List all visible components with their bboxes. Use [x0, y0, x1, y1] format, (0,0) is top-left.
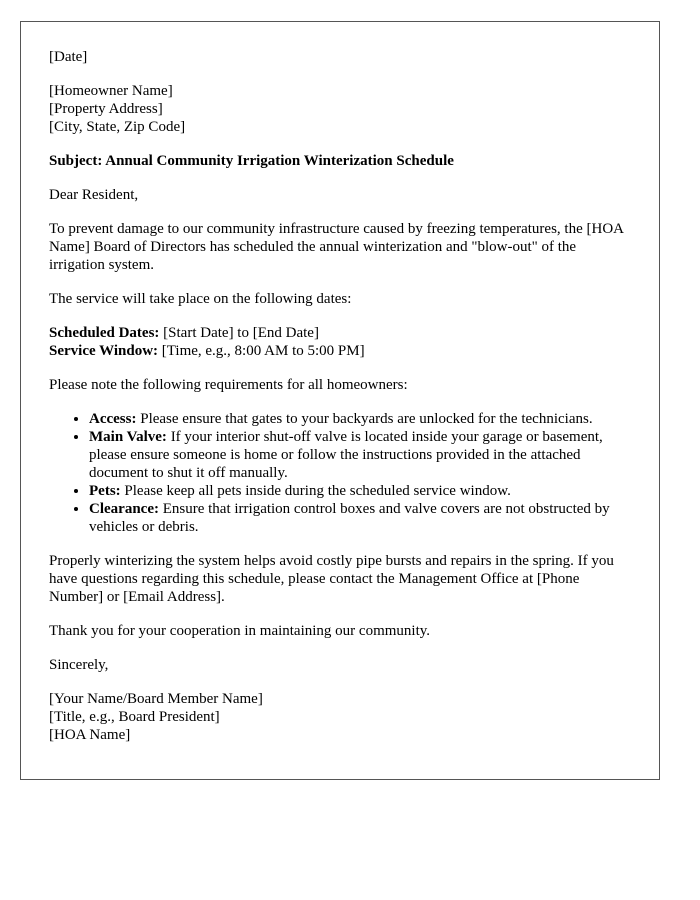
letter-page — [20, 21, 660, 780]
service-window-value: [Time, e.g., 8:00 AM to 5:00 PM] — [158, 343, 365, 359]
scheduled-dates-label: Scheduled Dates: — [49, 325, 160, 341]
letter-salutation: Dear Resident, — [49, 187, 139, 203]
signature-title: [Title, e.g., Board President] — [49, 709, 220, 725]
signature-name: [Your Name/Board Member Name] — [49, 691, 263, 707]
requirement-term: Main Valve: — [89, 429, 167, 445]
recipient-block — [49, 82, 631, 136]
signature-org: [HOA Name] — [49, 727, 131, 743]
recipient-city: [City, State, Zip Code] — [49, 119, 186, 135]
letter-date: [Date] — [49, 49, 88, 65]
requirement-text: Please keep all pets inside during the scheduled service window. — [120, 483, 511, 499]
requirement-text: If your interior shut-off valve is located inside your garage or basement, please ensure someone is home or follow the instructions provided in the attached document to shut it off manually. — [89, 429, 603, 481]
requirement-term: Access: — [89, 411, 137, 427]
requirement-item-main-valve — [89, 428, 631, 482]
requirements-list — [49, 410, 631, 536]
requirement-term: Clearance: — [89, 501, 159, 517]
scheduled-dates-line — [49, 324, 631, 342]
service-window-label: Service Window: — [49, 343, 159, 359]
recipient-address: [Property Address] — [49, 101, 163, 117]
requirement-item-clearance — [89, 500, 631, 536]
thanks-line: Thank you for your cooperation in maintaining our community. — [49, 623, 431, 639]
signoff-line: Sincerely, — [49, 657, 109, 673]
scheduled-dates-value: [Start Date] to [End Date] — [159, 325, 319, 341]
requirement-term: Pets: — [89, 483, 121, 499]
requirement-item-pets — [89, 482, 631, 500]
closing-paragraph: Properly winterizing the system helps avoid costly pipe bursts and repairs in the spring. If you have questions regarding this schedule, please contact the Management Office at [Phone Number] or [Email Address]. — [49, 553, 614, 605]
dates-intro: The service will take place on the following dates: — [49, 291, 352, 307]
requirement-text: Please ensure that gates to your backyards are unlocked for the technicians. — [136, 411, 593, 427]
schedule-block — [49, 324, 631, 360]
signature-block — [49, 690, 631, 744]
recipient-name: [Homeowner Name] — [49, 83, 173, 99]
requirement-item-access — [89, 410, 631, 428]
letter-subject: Subject: Annual Community Irrigation Winterization Schedule — [49, 153, 454, 169]
intro-paragraph: To prevent damage to our community infrastructure caused by freezing temperatures, the [HOA Name] Board of Directors has scheduled the annual winterization and "blow-out" of the irrigation system. — [49, 221, 624, 273]
requirements-intro: Please note the following requirements for all homeowners: — [49, 377, 408, 393]
requirement-text: Ensure that irrigation control boxes and valve covers are not obstructed by vehicles or debris. — [89, 501, 610, 535]
service-window-line — [49, 342, 631, 360]
